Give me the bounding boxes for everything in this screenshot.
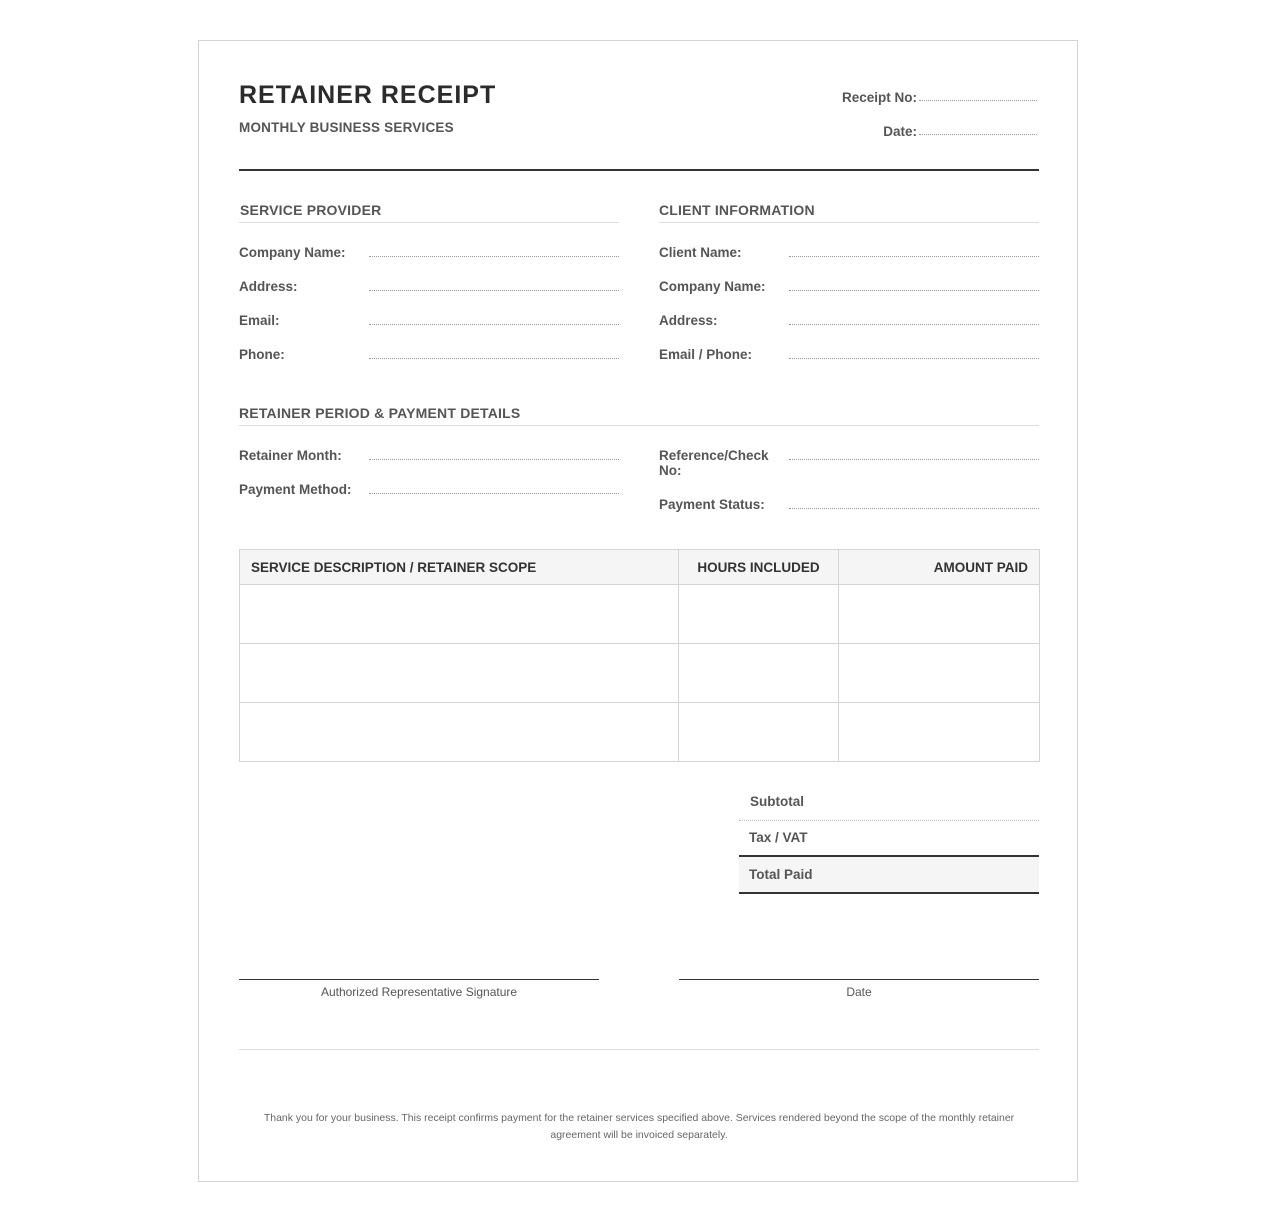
payment-method-field[interactable] (369, 493, 619, 494)
receipt-no-row (817, 85, 1037, 105)
hours-cell[interactable] (679, 644, 839, 703)
retainer-month-label: Retainer Month: (239, 448, 342, 463)
subtotal-row (739, 784, 1039, 821)
provider-section-title: SERVICE PROVIDER (240, 202, 382, 218)
provider-company-field[interactable] (369, 256, 619, 257)
signature-line[interactable] (239, 979, 599, 980)
receipt-no-label: Receipt No: (841, 90, 917, 105)
amount-cell[interactable] (839, 585, 1040, 644)
header-divider (239, 169, 1039, 171)
payment-status-label: Payment Status: (659, 497, 765, 512)
signature-date-caption: Date (846, 985, 872, 999)
hours-cell[interactable] (679, 585, 839, 644)
receipt-page (198, 40, 1078, 1182)
page-subtitle: MONTHLY BUSINESS SERVICES (239, 120, 454, 135)
client-company-label: Company Name: (659, 279, 766, 294)
description-cell[interactable] (240, 585, 679, 644)
footer-note: Thank you for your business. This receipt confirms payment for the retainer services specified above. Services rendered beyond the scope of the monthly retainer agreement will be invoiced separately. (263, 1112, 1015, 1141)
payment-status-field[interactable] (789, 508, 1039, 509)
total-paid-label: Total Paid (749, 867, 813, 882)
reference-check-field[interactable] (789, 459, 1039, 460)
provider-phone-field[interactable] (369, 358, 619, 359)
table-row (240, 703, 1040, 762)
total-paid-row (739, 857, 1039, 894)
client-section-title: CLIENT INFORMATION (659, 202, 815, 218)
date-row (817, 119, 1037, 139)
reference-check-label: Reference/Check No: (659, 448, 769, 478)
provider-section-divider (239, 222, 619, 223)
page-title: RETAINER RECEIPT (239, 81, 497, 109)
provider-phone-label: Phone: (239, 347, 285, 362)
column-header-amount: AMOUNT PAID (839, 550, 1040, 585)
amount-cell[interactable] (839, 703, 1040, 762)
client-company-field[interactable] (789, 290, 1039, 291)
description-cell[interactable] (240, 703, 679, 762)
table-row (240, 644, 1040, 703)
provider-email-label: Email: (239, 313, 280, 328)
provider-address-field[interactable] (369, 290, 619, 291)
client-email-phone-field[interactable] (789, 358, 1039, 359)
receipt-no-field[interactable] (919, 99, 1037, 101)
period-section-title: RETAINER PERIOD & PAYMENT DETAILS (239, 405, 521, 421)
services-table (239, 549, 1040, 762)
client-name-field[interactable] (789, 256, 1039, 257)
payment-method-label: Payment Method: (239, 482, 352, 497)
date-field[interactable] (919, 133, 1037, 135)
column-header-description: SERVICE DESCRIPTION / RETAINER SCOPE (240, 550, 679, 585)
client-name-label: Client Name: (659, 245, 742, 260)
amount-cell[interactable] (839, 644, 1040, 703)
description-cell[interactable] (240, 644, 679, 703)
period-section-divider (239, 425, 1039, 426)
retainer-month-field[interactable] (369, 459, 619, 460)
client-address-label: Address: (659, 313, 718, 328)
client-section-divider (659, 222, 1039, 223)
signature-date-line[interactable] (679, 979, 1039, 980)
provider-address-label: Address: (239, 279, 298, 294)
provider-email-field[interactable] (369, 324, 619, 325)
tax-row (739, 821, 1039, 857)
subtotal-label: Subtotal (750, 794, 804, 809)
hours-cell[interactable] (679, 703, 839, 762)
provider-company-label: Company Name: (239, 245, 346, 260)
date-label: Date: (883, 124, 917, 139)
signature-caption: Authorized Representative Signature (320, 985, 518, 999)
footer-divider (239, 1049, 1039, 1050)
client-email-phone-label: Email / Phone: (659, 347, 753, 362)
tax-label: Tax / VAT (749, 830, 808, 845)
column-header-hours: HOURS INCLUDED (679, 550, 839, 585)
client-address-field[interactable] (789, 324, 1039, 325)
table-header-row (240, 550, 1040, 585)
table-row (240, 585, 1040, 644)
